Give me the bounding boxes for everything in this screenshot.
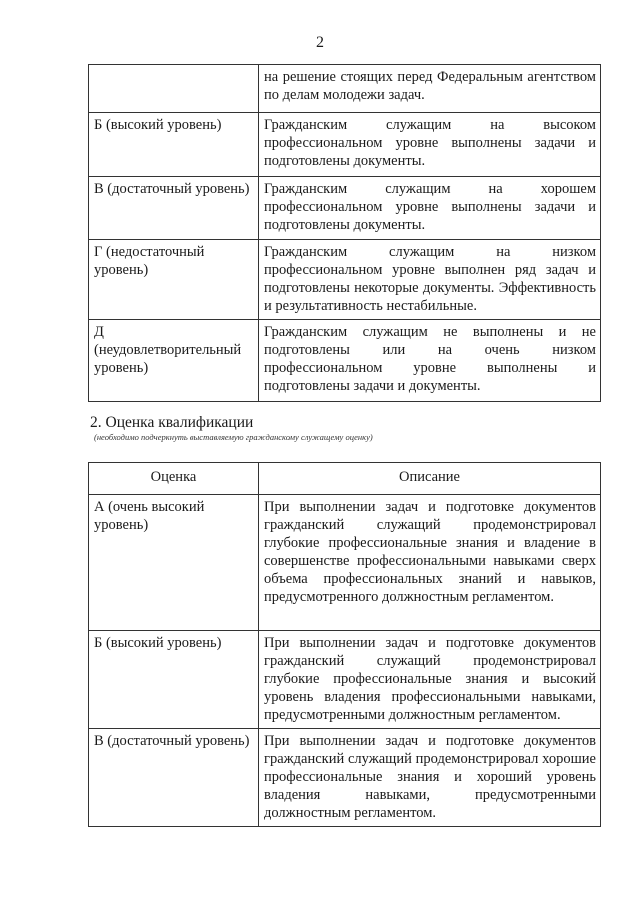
description-cell: При выполнении задач и подготовке документов гражданский служащий продемонстрировал хорошие профессиональные знания и хороший уровень владения навыками, предусмотренными должностным регламентом.: [259, 729, 601, 827]
description-cell: Гражданским служащим на низком профессиональном уровне выполнен ряд задач и подготовлены некоторые документы. Эффективность и результативность нестабильные.: [259, 240, 601, 320]
grade-cell: Д (неудовлетворительный уровень): [89, 320, 259, 402]
table-row: [89, 65, 601, 113]
description-cell: При выполнении задач и подготовке документов гражданский служащий продемонстрировал глубокие профессиональные знания и высокий уровень владения профессиональными навыками, предусмотренными должностным регламентом.: [259, 631, 601, 729]
section-hint: (необходимо подчеркнуть выставляемую гражданскому служащему оценку): [94, 432, 373, 442]
description-cell: При выполнении задач и подготовке документов гражданский служащий продемонстрировал глубокие профессиональные знания и владение в совершенстве профессиональными навыками сверх объема профессиональных знаний и навыков, предусмотренного должностным регламентом.: [259, 495, 601, 631]
description-cell: Гражданским служащим на высоком профессиональном уровне выполнены задачи и подготовлены документы.: [259, 113, 601, 177]
table-row: [89, 320, 601, 402]
table-header-row: [89, 463, 601, 495]
grade-cell: Б (высокий уровень): [89, 113, 259, 177]
page-number: 2: [316, 34, 324, 51]
table-row: [89, 177, 601, 240]
grade-cell: [89, 65, 259, 113]
grade-cell: Б (высокий уровень): [89, 631, 259, 729]
description-cell: на решение стоящих перед Федеральным агентством по делам молодежи задач.: [259, 65, 601, 113]
grade-cell: Г (недостаточный уровень): [89, 240, 259, 320]
table-row: [89, 113, 601, 177]
table-row: [89, 495, 601, 631]
section-title: 2. Оценка квалификации: [90, 414, 254, 431]
table-row: [89, 631, 601, 729]
description-cell: Гражданским служащим на хорошем профессиональном уровне выполнены задачи и подготовлены документы.: [259, 177, 601, 240]
grade-cell: В (достаточный уровень): [89, 729, 259, 827]
column-header-grade: Оценка: [89, 463, 259, 495]
table-row: [89, 729, 601, 827]
grade-cell: А (очень высокий уровень): [89, 495, 259, 631]
table-row: [89, 240, 601, 320]
grade-cell: В (достаточный уровень): [89, 177, 259, 240]
column-header-description: Описание: [259, 463, 601, 495]
description-cell: Гражданским служащим не выполнены и не подготовлены или на очень низком профессиональном уровне выполнены и подготовлены задачи и документы.: [259, 320, 601, 402]
qualification-assessment-table: [88, 462, 601, 827]
assessment-results-table: [88, 64, 601, 402]
